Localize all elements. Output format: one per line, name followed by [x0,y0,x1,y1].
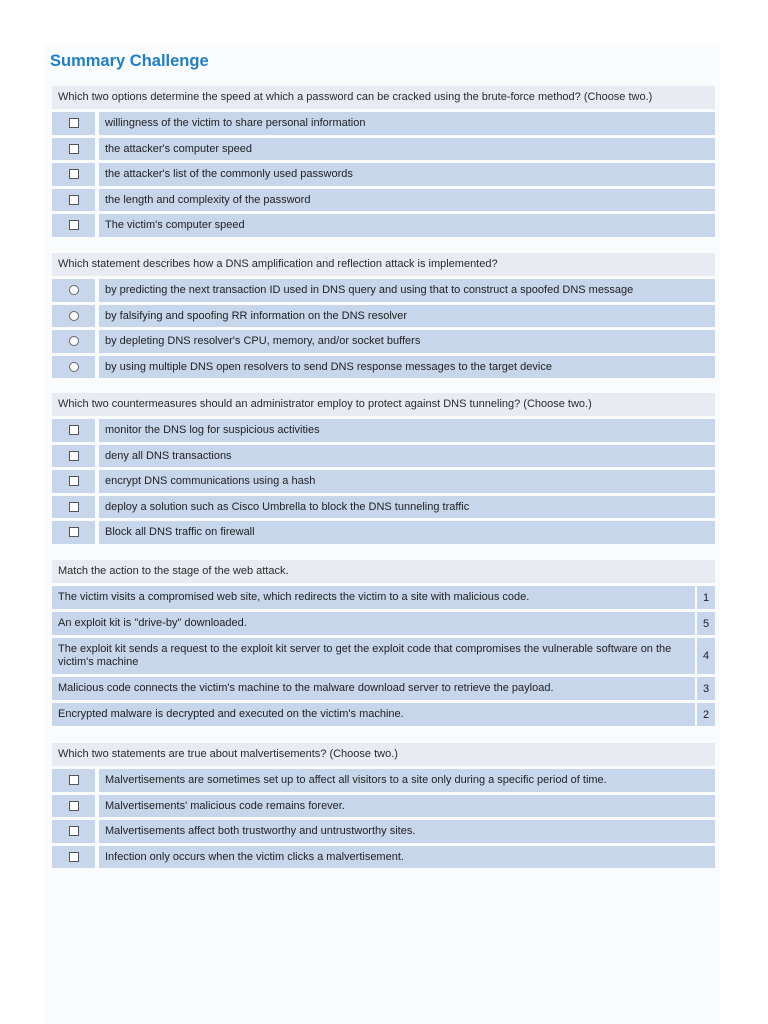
question-3-block [52,393,715,547]
checkbox[interactable] [69,527,79,537]
q3-option-label: monitor the DNS log for suspicious activities [99,419,715,442]
question-1-text: Which two options determine the speed at which a password can be cracked using the brute-force method? (Choose two.) [52,86,715,109]
radio-button[interactable] [69,285,79,295]
match-stage-number[interactable]: 1 [697,586,715,609]
q3-option[interactable] [52,470,715,493]
question-2-text: Which statement describes how a DNS amplification and reflection attack is implemented? [52,253,715,276]
checkbox[interactable] [69,118,79,128]
q5-option[interactable] [52,846,715,869]
match-stage-number[interactable]: 2 [697,703,715,726]
checkbox[interactable] [69,801,79,811]
question-5-text: Which two statements are true about malvertisements? (Choose two.) [52,743,715,766]
q3-option-label: deny all DNS transactions [99,445,715,468]
match-row [52,612,715,635]
radio-button[interactable] [69,311,79,321]
page-title: Summary Challenge [50,52,209,70]
page [44,44,720,1024]
q1-option-label: the attacker's computer speed [99,138,715,161]
q5-option[interactable] [52,769,715,792]
q1-option[interactable] [52,163,715,186]
q1-option-label: the length and complexity of the password [99,189,715,212]
q3-option[interactable] [52,496,715,519]
q1-option[interactable] [52,214,715,237]
checkbox[interactable] [69,425,79,435]
match-action-text: The exploit kit sends a request to the exploit kit server to get the exploit code that compromises the vulnerable software on the victim's machine [52,638,695,674]
q1-option[interactable] [52,112,715,135]
checkbox[interactable] [69,852,79,862]
checkbox[interactable] [69,220,79,230]
q2-option-label: by falsifying and spoofing RR information on the DNS resolver [99,305,715,328]
match-action-text: Encrypted malware is decrypted and executed on the victim's machine. [52,703,695,726]
match-stage-number[interactable]: 3 [697,677,715,700]
q2-option[interactable] [52,356,715,379]
question-1-block [52,86,715,240]
q3-option[interactable] [52,521,715,544]
question-4-block [52,560,715,729]
radio-button[interactable] [69,336,79,346]
checkbox[interactable] [69,195,79,205]
q2-option[interactable] [52,305,715,328]
q5-option-label: Malvertisements are sometimes set up to affect all visitors to a site only during a specific period of time. [99,769,715,792]
match-stage-number[interactable]: 4 [697,638,715,674]
q5-option[interactable] [52,820,715,843]
checkbox[interactable] [69,775,79,785]
checkbox[interactable] [69,144,79,154]
match-action-text: An exploit kit is "drive-by" downloaded. [52,612,695,635]
q3-option[interactable] [52,419,715,442]
q2-option-label: by using multiple DNS open resolvers to send DNS response messages to the target device [99,356,715,379]
radio-button[interactable] [69,362,79,372]
q1-option-label: willingness of the victim to share personal information [99,112,715,135]
question-5-block [52,743,715,871]
question-2-block [52,253,715,381]
q3-option-label: Block all DNS traffic on firewall [99,521,715,544]
checkbox[interactable] [69,826,79,836]
checkbox[interactable] [69,451,79,461]
match-row [52,703,715,726]
q2-option[interactable] [52,279,715,302]
q5-option-label: Infection only occurs when the victim clicks a malvertisement. [99,846,715,869]
checkbox[interactable] [69,169,79,179]
q5-option[interactable] [52,795,715,818]
match-row [52,677,715,700]
q2-option[interactable] [52,330,715,353]
q1-option-label: the attacker's list of the commonly used passwords [99,163,715,186]
q5-option-label: Malvertisements' malicious code remains forever. [99,795,715,818]
q3-option-label: encrypt DNS communications using a hash [99,470,715,493]
checkbox[interactable] [69,502,79,512]
question-3-text: Which two countermeasures should an administrator employ to protect against DNS tunneling? (Choose two.) [52,393,715,416]
checkbox[interactable] [69,476,79,486]
match-action-text: The victim visits a compromised web site, which redirects the victim to a site with malicious code. [52,586,695,609]
match-row [52,638,715,674]
match-stage-number[interactable]: 5 [697,612,715,635]
q1-option[interactable] [52,138,715,161]
question-4-text: Match the action to the stage of the web attack. [52,560,715,583]
q2-option-label: by predicting the next transaction ID used in DNS query and using that to construct a spoofed DNS message [99,279,715,302]
q1-option-label: The victim's computer speed [99,214,715,237]
match-row [52,586,715,609]
q2-option-label: by depleting DNS resolver's CPU, memory, and/or socket buffers [99,330,715,353]
q5-option-label: Malvertisements affect both trustworthy and untrustworthy sites. [99,820,715,843]
q1-option[interactable] [52,189,715,212]
q3-option[interactable] [52,445,715,468]
q3-option-label: deploy a solution such as Cisco Umbrella to block the DNS tunneling traffic [99,496,715,519]
match-action-text: Malicious code connects the victim's machine to the malware download server to retrieve the payload. [52,677,695,700]
